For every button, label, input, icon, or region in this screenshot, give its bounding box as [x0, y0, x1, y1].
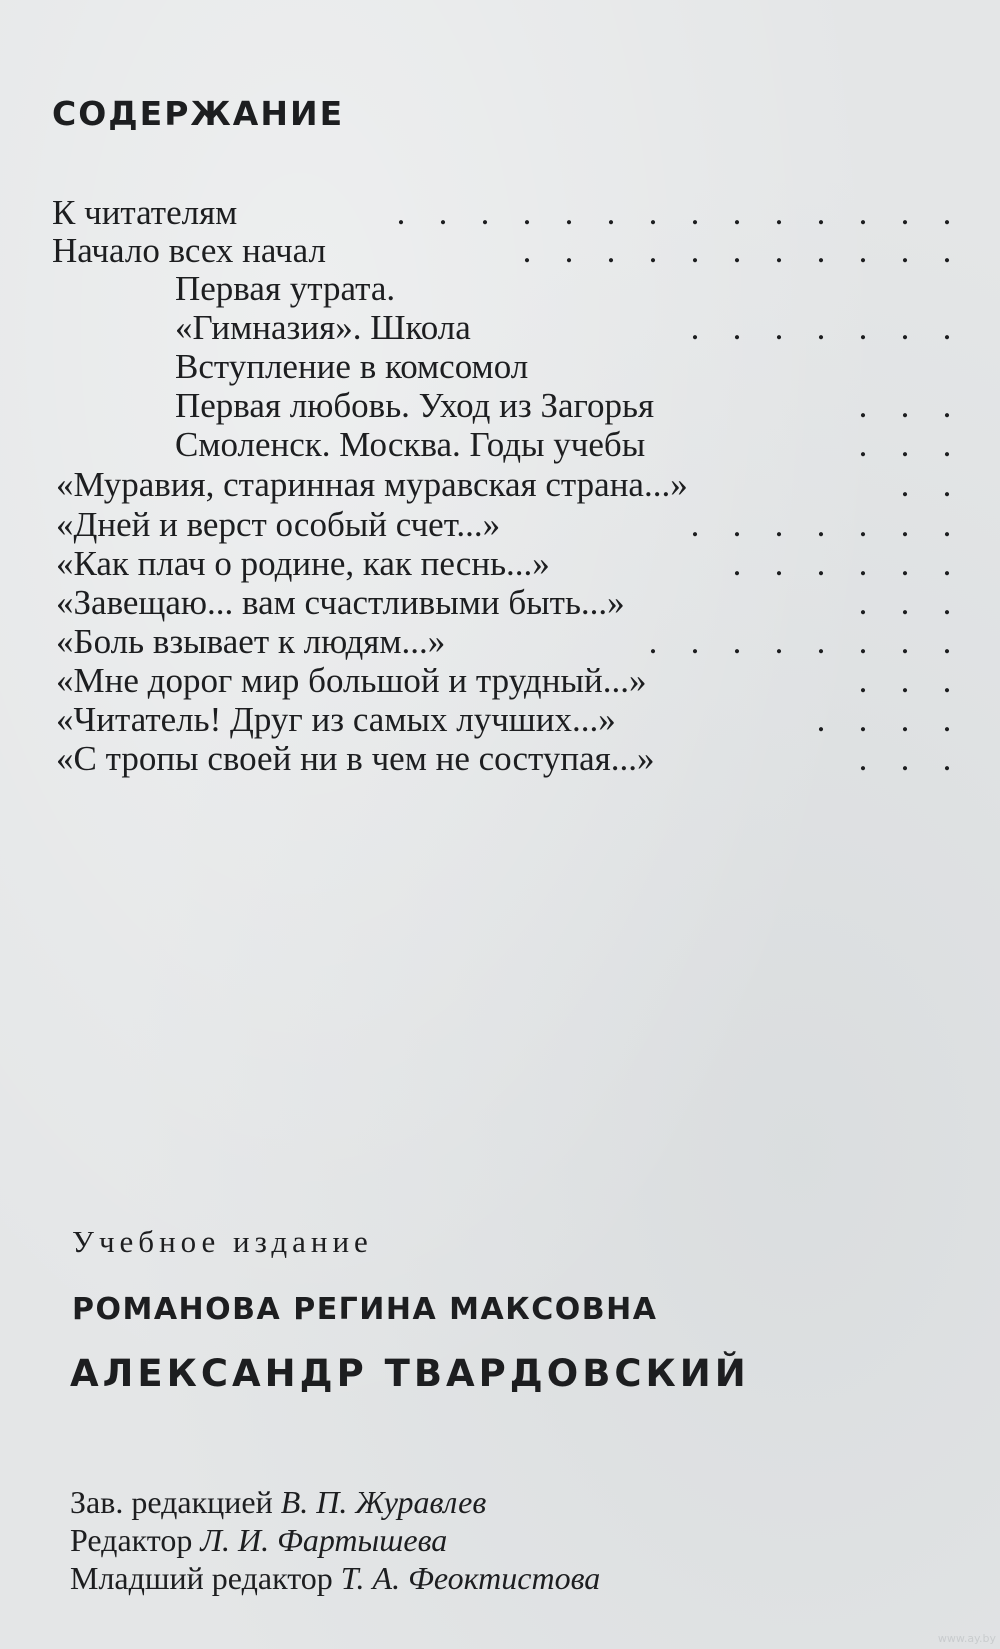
leader-dot: .: [774, 622, 784, 661]
leader-dot: .: [942, 583, 952, 622]
leader-dot: .: [858, 661, 868, 700]
watermark: www.ay.by: [937, 1632, 996, 1645]
toc-entry-title: Вступление в комсомол: [175, 347, 529, 386]
leader-dot: .: [900, 386, 910, 425]
toc-entry-leader: [380, 192, 968, 234]
author-name: РОМАНОВА РЕГИНА МАКСОВНА: [72, 1292, 658, 1327]
leader-dot: .: [732, 193, 742, 232]
book-title: АЛЕКСАНДР ТВАРДОВСКИЙ: [70, 1352, 750, 1395]
leader-dot: .: [690, 505, 700, 544]
leader-dot: .: [438, 193, 448, 232]
credit-line: [70, 1522, 447, 1559]
leader-dot: .: [858, 231, 868, 270]
toc-entry-title: Начало всех начал: [52, 231, 326, 270]
toc-entry-leader: [842, 424, 968, 466]
toc-entry-title: «Как плач о родине, как песнь...»: [56, 544, 550, 583]
leader-dot: .: [942, 544, 952, 583]
leader-dot: .: [732, 308, 742, 347]
leader-dot: .: [816, 622, 826, 661]
toc-entry-leader: [506, 230, 968, 272]
toc-entry-leader: [842, 582, 968, 624]
leader-dot: .: [396, 193, 406, 232]
leader-dot: .: [900, 622, 910, 661]
toc-entry-leader: [884, 464, 968, 506]
toc-entry-leader: [632, 621, 968, 663]
toc-entry-title: «С тропы своей ни в чем не соступая...»: [56, 739, 655, 778]
leader-dot: .: [942, 231, 952, 270]
leader-dot: .: [774, 193, 784, 232]
toc-entry: [0, 192, 1000, 234]
credit-person: Л. И. Фартышева: [200, 1522, 448, 1558]
leader-dot: .: [858, 622, 868, 661]
toc-entry-leader: [800, 699, 968, 741]
leader-dot: .: [606, 193, 616, 232]
leader-dot: .: [858, 739, 868, 778]
credit-role: Младший редактор: [70, 1560, 341, 1596]
toc-entry: [0, 738, 1000, 780]
leader-dot: .: [816, 193, 826, 232]
toc-entry-leader: [842, 660, 968, 702]
leader-dot: .: [900, 505, 910, 544]
toc-entry: [0, 385, 1000, 427]
leader-dot: .: [858, 193, 868, 232]
leader-dot: .: [900, 544, 910, 583]
leader-dot: .: [900, 231, 910, 270]
leader-dot: .: [690, 193, 700, 232]
credit-role: Зав. редакцией: [70, 1484, 281, 1520]
leader-dot: .: [816, 231, 826, 270]
toc-entry: [0, 230, 1000, 272]
leader-dot: .: [732, 622, 742, 661]
toc-entry: [0, 424, 1000, 466]
leader-dot: .: [858, 386, 868, 425]
toc-entry-title: «Дней и верст особый счет...»: [56, 505, 501, 544]
leader-dot: .: [774, 505, 784, 544]
toc-entry-title: Первая любовь. Уход из Загорья: [175, 386, 655, 425]
toc-entry-title: «Завещаю... вам счастливыми быть...»: [56, 583, 625, 622]
leader-dot: .: [900, 739, 910, 778]
leader-dot: .: [564, 193, 574, 232]
leader-dot: .: [900, 583, 910, 622]
toc-entry-leader: [842, 385, 968, 427]
toc-entry-leader: [716, 543, 968, 585]
leader-dot: .: [648, 622, 658, 661]
toc-entry: [0, 346, 1000, 388]
leader-dot: .: [942, 700, 952, 739]
leader-dot: .: [480, 193, 490, 232]
toc-entry-title: «Гимназия». Школа: [175, 308, 471, 347]
leader-dot: .: [858, 505, 868, 544]
toc-entry: [0, 660, 1000, 702]
toc-entry: [0, 621, 1000, 663]
leader-dot: .: [942, 661, 952, 700]
leader-dot: .: [522, 231, 532, 270]
leader-dot: .: [942, 739, 952, 778]
leader-dot: .: [858, 308, 868, 347]
leader-dot: .: [942, 386, 952, 425]
leader-dot: .: [690, 231, 700, 270]
leader-dot: .: [690, 622, 700, 661]
toc-entry: [0, 699, 1000, 741]
toc-entry: [0, 307, 1000, 349]
toc-entry-leader: [842, 738, 968, 780]
leader-dot: .: [648, 193, 658, 232]
leader-dot: .: [564, 231, 574, 270]
leader-dot: .: [900, 700, 910, 739]
toc-entry-title: «Мне дорог мир большой и трудный...»: [56, 661, 647, 700]
leader-dot: .: [942, 622, 952, 661]
leader-dot: .: [858, 583, 868, 622]
leader-dot: .: [648, 231, 658, 270]
leader-dot: .: [942, 193, 952, 232]
leader-dot: .: [816, 505, 826, 544]
toc-entry-leader: [674, 504, 968, 546]
toc-entry-title: Первая утрата.: [175, 269, 396, 308]
credit-person: В. П. Журавлев: [280, 1484, 487, 1520]
leader-dot: .: [900, 308, 910, 347]
leader-dot: .: [732, 231, 742, 270]
contents-heading: СОДЕРЖАНИЕ: [52, 94, 345, 133]
leader-dot: .: [690, 308, 700, 347]
leader-dot: .: [732, 544, 742, 583]
leader-dot: .: [942, 505, 952, 544]
edition-type: Учебное издание: [72, 1224, 373, 1259]
toc-entry-title: «Читатель! Друг из самых лучших...»: [56, 700, 616, 739]
toc-entry-title: К читателям: [52, 193, 238, 232]
toc-entry: [0, 543, 1000, 585]
leader-dot: .: [900, 193, 910, 232]
credit-role: Редактор: [70, 1522, 201, 1558]
leader-dot: .: [900, 425, 910, 464]
leader-dot: .: [858, 425, 868, 464]
leader-dot: .: [942, 465, 952, 504]
toc-entry-leader: [674, 307, 968, 349]
leader-dot: .: [816, 308, 826, 347]
toc-entry: [0, 464, 1000, 506]
credit-line: [70, 1560, 600, 1597]
leader-dot: .: [942, 308, 952, 347]
leader-dot: .: [900, 661, 910, 700]
toc-entry: [0, 582, 1000, 624]
leader-dot: .: [774, 231, 784, 270]
leader-dot: .: [900, 465, 910, 504]
leader-dot: .: [774, 544, 784, 583]
toc-entry-title: Смоленск. Москва. Годы учебы: [175, 425, 646, 464]
leader-dot: .: [816, 700, 826, 739]
leader-dot: .: [942, 425, 952, 464]
leader-dot: .: [774, 308, 784, 347]
toc-entry-title: «Боль взывает к людям...»: [56, 622, 446, 661]
leader-dot: .: [858, 544, 868, 583]
toc-entry: [0, 268, 1000, 310]
leader-dot: .: [858, 700, 868, 739]
credit-person: Т. А. Феоктистова: [340, 1560, 601, 1596]
toc-entry: [0, 504, 1000, 546]
leader-dot: .: [522, 193, 532, 232]
toc-entry-title: «Муравия, старинная муравская страна...»: [56, 465, 688, 504]
credit-line: [70, 1484, 486, 1521]
leader-dot: .: [816, 544, 826, 583]
leader-dot: .: [606, 231, 616, 270]
leader-dot: .: [732, 505, 742, 544]
